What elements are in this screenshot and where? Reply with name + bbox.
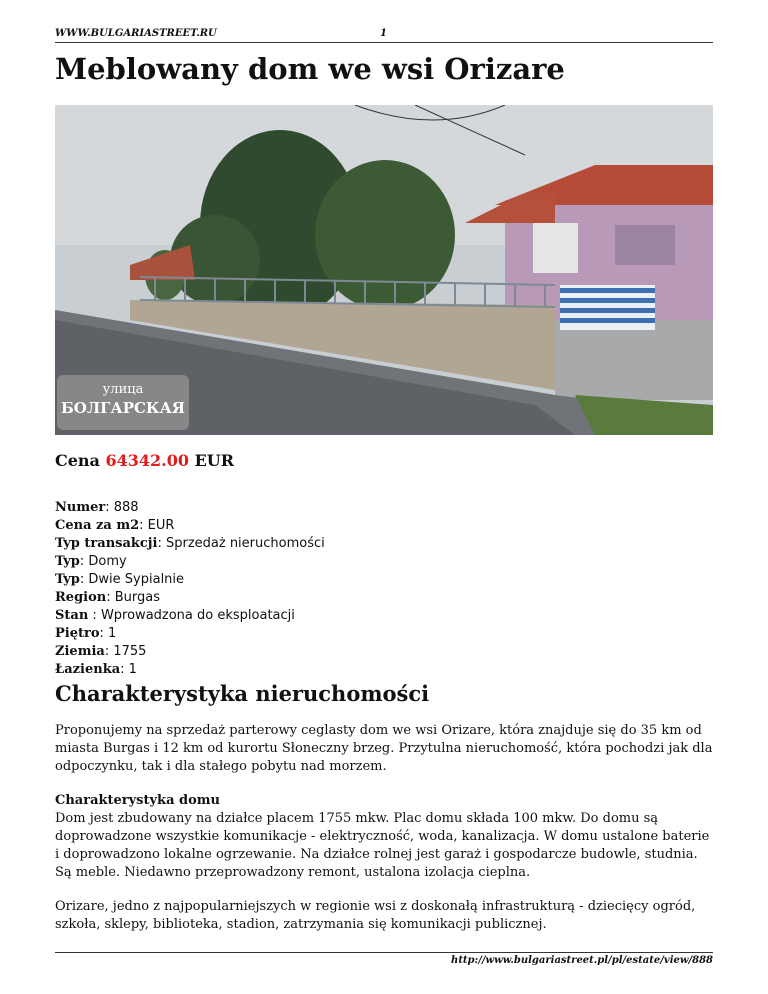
description-text: Dom jest zbudowany na działce placem 1755 mkw. Plac domu składa 100 mkw. Do domu są doprowadzone wszystkie komunikacje - elektryczność, woda, kanalizacja. W domu ustalone baterie i doprowadzono lokalne ogrzewanie. Na działce rolnej jest garaż i gospodarcze budowle, studnia. Są meble. Niedawno przeprowadzony remont, ustalona izolacja cieplna. [55, 811, 710, 880]
price-line [55, 451, 234, 470]
detail-row: Region: Burgas [55, 590, 161, 605]
detail-value: 1 [128, 662, 137, 677]
detail-row: Łazienka: 1 [55, 662, 137, 677]
watermark-main-text: БОЛГАРСКАЯ [60, 399, 186, 417]
watermark-top-text: улица [102, 382, 144, 397]
detail-value: Wprowadzona do eksploatacji [100, 608, 295, 623]
detail-label: Piętro [55, 626, 100, 641]
detail-row: Ziemia: 1755 [55, 644, 147, 659]
description [55, 722, 715, 950]
detail-row: Piętro: 1 [55, 626, 117, 641]
detail-value: Sprzedaż nieruchomości [165, 536, 325, 551]
description-paragraph: Orizare, jedno z najpopularniejszych w regionie wsi z doskonałą infrastrukturą - dziecięcy ogród, szkoła, sklepy, biblioteka, stadion, zatrzymania się komunikacji publicznej. [55, 899, 696, 932]
detail-row: Cena za m2: EUR [55, 518, 175, 533]
description-subheading: Charakterystyka domu [55, 793, 220, 808]
detail-label: Typ [55, 554, 80, 569]
detail-label: Region [55, 590, 107, 605]
price-currency: EUR [194, 451, 235, 470]
detail-label: Stan [55, 608, 89, 623]
detail-row: Stan : Wprowadzona do eksploatacji [55, 608, 295, 623]
description-paragraph: Proponujemy na sprzedaż parterowy ceglasty dom we wsi Orizare, która znajduje się do 35 km od miasta Burgas i 12 km od kurortu Słoneczny brzeg. Przytulna nieruchomość, która pochodzi jak dla odpoczynku, tak i dla stałego pobytu nad morzem. [55, 723, 713, 774]
footer-url: http://www.bulgariastreet.pl/pl/estate/view/888 [451, 955, 713, 966]
detail-value: 1 [108, 626, 117, 641]
description-paragraph [55, 792, 715, 882]
watermark-logo [57, 375, 189, 430]
detail-value: 1755 [113, 644, 147, 659]
detail-label: Ziemia [55, 644, 105, 659]
page-footer [55, 952, 713, 967]
detail-value: Domy [88, 554, 127, 569]
detail-label: Łazienka [55, 662, 121, 677]
detail-value: 888 [113, 500, 139, 515]
detail-value: Burgas [114, 590, 161, 605]
detail-label: Cena za m2 [55, 518, 140, 533]
detail-row: Typ: Dwie Sypialnie [55, 572, 185, 587]
detail-value: Dwie Sypialnie [88, 572, 185, 587]
header-site-name: WWW.BULGARIASTREET.RU [55, 28, 217, 39]
header-page-number: 1 [380, 28, 387, 39]
property-photo [55, 105, 713, 435]
detail-value: EUR [147, 518, 175, 533]
detail-label: Typ transakcji [55, 536, 158, 551]
page-title: Meblowany dom we wsi Orizare [55, 52, 565, 86]
detail-label: Typ [55, 572, 80, 587]
detail-row: Typ: Domy [55, 554, 127, 569]
property-details [55, 499, 325, 679]
page-header [55, 28, 713, 43]
detail-row: Typ transakcji: Sprzedaż nieruchomości [55, 536, 325, 551]
section-title: Charakterystyka nieruchomości [55, 681, 430, 706]
price-label: Cena [55, 451, 100, 470]
detail-label: Numer [55, 500, 106, 515]
price-value: 64342.00 [105, 451, 189, 470]
detail-row: Numer: 888 [55, 500, 139, 515]
